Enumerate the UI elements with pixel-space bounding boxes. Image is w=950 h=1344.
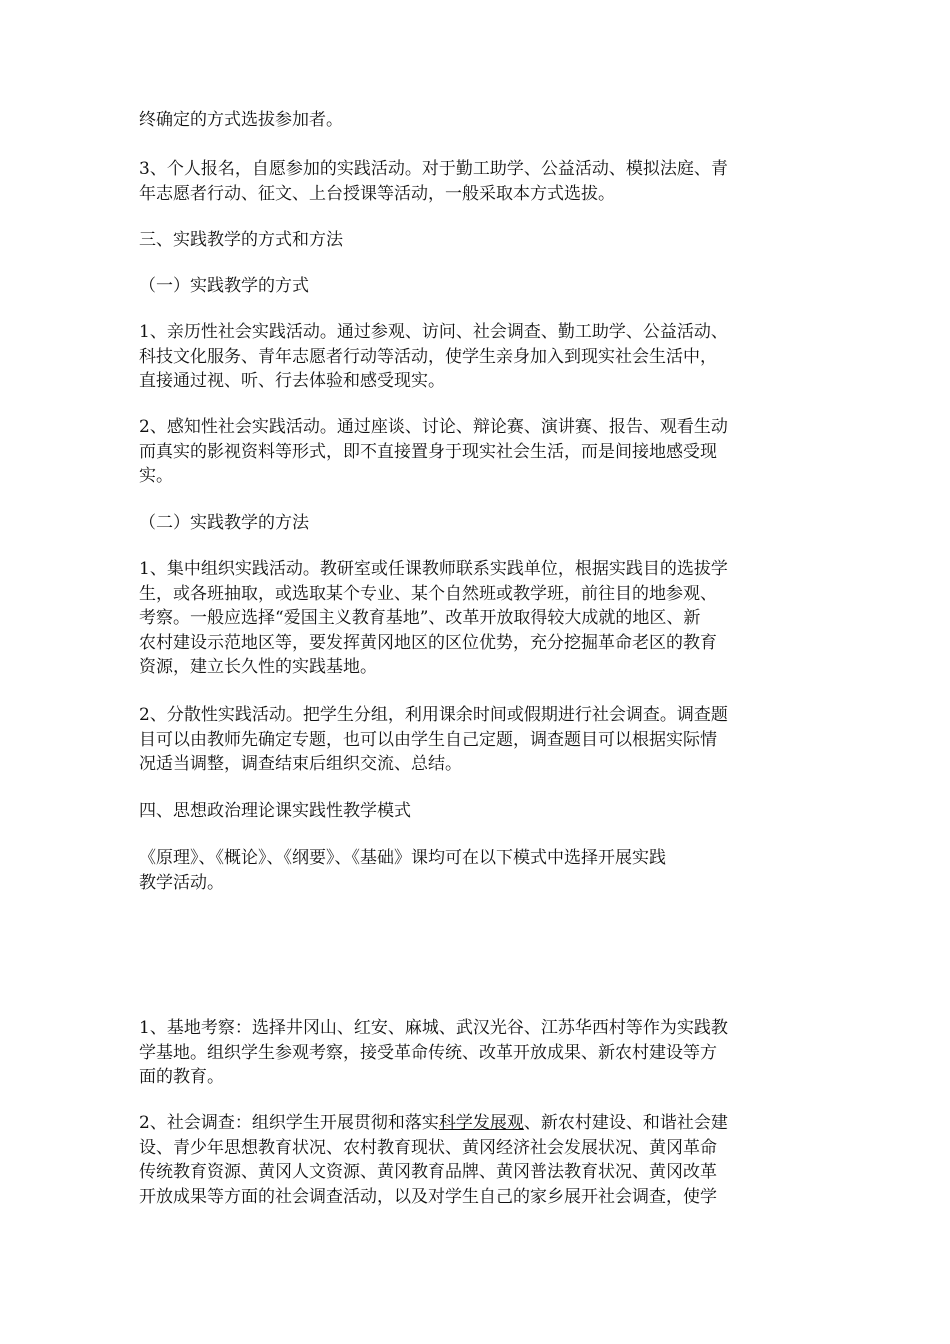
section-heading: [139, 799, 819, 824]
underlined-term: 科学发展观: [438, 1113, 524, 1133]
section-heading: [139, 228, 819, 253]
text-line: [139, 1111, 819, 1136]
text-line: （二）实践教学的方法: [139, 513, 309, 533]
text-line: 况适当调整，调查结束后组织交流、总结。: [139, 754, 462, 774]
text-line: 资源，建立长久性的实践基地。: [139, 657, 377, 677]
paragraph: [139, 320, 819, 394]
text-line: 开放成果等方面的社会调查活动，以及对学生自己的家乡展开社会调查，使学: [139, 1186, 717, 1207]
paragraph: [139, 1111, 819, 1209]
text-line: 面的教育。: [139, 1067, 224, 1087]
text-line: 教学活动。: [139, 872, 224, 893]
text-line: 实。: [139, 466, 173, 486]
text-line: 2、分散性实践活动。把学生分组，利用课余时间或假期进行社会调查。调查题: [139, 705, 728, 725]
text-line: 1、亲历性社会实践活动。通过参观、访问、社会调查、勤工助学、公益活动、: [139, 322, 728, 342]
text-run: 、新农村建设、和谐社会建: [523, 1113, 728, 1133]
text-line: 设、青少年思想教育状况、农村教育现状、黄冈经济社会发展状况、黄冈革命: [139, 1137, 717, 1158]
sub-heading: [139, 511, 819, 536]
text-line: 2、感知性社会实践活动。通过座谈、讨论、辩论赛、演讲赛、报告、观看生动: [139, 417, 728, 437]
text-run: 2、社会调查：组织学生开展贯彻和落实: [139, 1113, 439, 1133]
text-line: 考察。一般应选择“爱国主义教育基地”、改革开放取得较大成就的地区、新: [139, 608, 701, 628]
paragraph: [139, 846, 819, 895]
sub-heading: [139, 274, 819, 299]
text-line: （一）实践教学的方式: [139, 276, 309, 296]
text-line: 1、基地考察：选择井冈山、红安、麻城、武汉光谷、江苏华西村等作为实践教: [139, 1018, 728, 1038]
paragraph: [139, 557, 819, 680]
text-line: 年志愿者行动、征文、上台授课等活动，一般采取本方式选拔。: [139, 183, 615, 204]
paragraph: [139, 415, 819, 489]
paragraph: [139, 157, 819, 206]
text-line: 1、集中组织实践活动。教研室或任课教师联系实践单位，根据实践目的选拔学: [139, 559, 728, 579]
text-line: 《原理》、《概论》、《纲要》、《基础》课均可在以下模式中选择开展实践: [139, 848, 666, 868]
text-line: 四、思想政治理论课实践性教学模式: [139, 801, 411, 821]
text-line: 农村建设示范地区等，要发挥黄冈地区的区位优势，充分挖掘革命老区的教育: [139, 632, 717, 653]
paragraph: [139, 703, 819, 777]
text-line: 学基地。组织学生参观考察，接受革命传统、改革开放成果、新农村建设等方: [139, 1042, 717, 1063]
text-line: 生，或各班抽取，或选取某个专业、某个自然班或教学班，前往目的地参观、: [139, 583, 717, 604]
text-line: 终确定的方式选拔参加者。: [139, 110, 343, 130]
text-line: 直接通过视、听、行去体验和感受现实。: [139, 371, 445, 391]
paragraph: [139, 108, 819, 133]
paragraph: [139, 1016, 819, 1090]
text-line: 科技文化服务、青年志愿者行动等活动，使学生亲身加入到现实社会生活中，: [139, 346, 717, 367]
text-line: 3、个人报名，自愿参加的实践活动。对于勤工助学、公益活动、模拟法庭、青: [139, 159, 728, 179]
text-line: 而真实的影视资料等形式，即不直接置身于现实社会生活，而是间接地感受现: [139, 441, 717, 462]
text-line: 目可以由教师先确定专题，也可以由学生自己定题，调查题目可以根据实际情: [139, 729, 717, 750]
text-line: 三、实践教学的方式和方法: [139, 230, 343, 250]
text-line: 传统教育资源、黄冈人文资源、黄冈教育品牌、黄冈普法教育状况、黄冈改革: [139, 1162, 717, 1182]
